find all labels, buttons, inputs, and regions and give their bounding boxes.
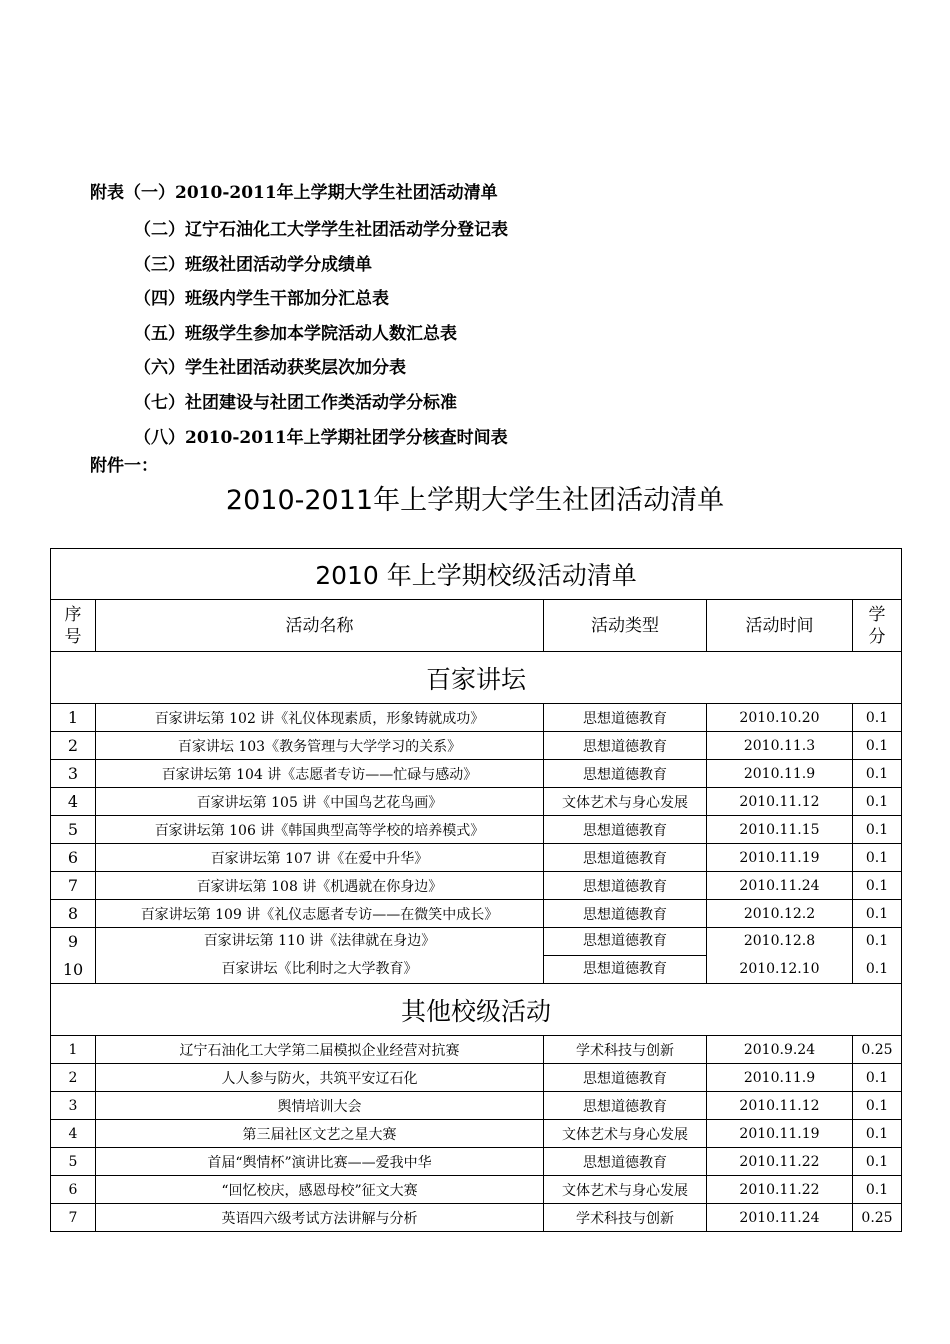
toc-item: （三）班级社团活动学分成绩单 [134, 255, 372, 275]
cell-credit: 0.1 [853, 1176, 902, 1204]
toc-item: 附表（一）2010-2011年上学期大学生社团活动清单 [90, 183, 498, 203]
cell-time: 2010.11.9 [707, 1064, 853, 1092]
cell-no: 1 [51, 704, 96, 732]
cell-type: 思想道德教育 [544, 872, 707, 900]
cell-no: 6 [51, 1176, 96, 1204]
cell-time: 2010.12.8 2010.12.10 [707, 928, 853, 984]
cell-type: 思想道德教育 思想道德教育 [544, 928, 707, 984]
cell-credit: 0.1 [853, 816, 902, 844]
cell-name: 百家讲坛第 102 讲《礼仪体现素质，形象铸就成功》 [96, 704, 544, 732]
header-no: 序号 [51, 600, 96, 652]
cell-name: 百家讲坛第 109 讲《礼仪志愿者专访——在微笑中成长》 [96, 900, 544, 928]
toc-item: （四）班级内学生干部加分汇总表 [134, 289, 389, 309]
cell-time: 2010.11.19 [707, 844, 853, 872]
cell-name: 舆情培训大会 [96, 1092, 544, 1120]
cell-time: 2010.11.15 [707, 816, 853, 844]
cell-credit: 0.1 [853, 704, 902, 732]
cell-no: 4 [51, 1120, 96, 1148]
table-row [51, 1064, 902, 1092]
cell-credit: 0.1 [853, 900, 902, 928]
cell-type: 思想道德教育 [544, 816, 707, 844]
toc-item: （六）学生社团活动获奖层次加分表 [134, 358, 406, 378]
cell-credit: 0.25 [853, 1036, 902, 1064]
cell-type: 思想道德教育 [544, 1148, 707, 1176]
table-row [51, 1204, 902, 1232]
cell-credit: 0.1 0.1 [853, 928, 902, 984]
cell-time: 2010.11.12 [707, 788, 853, 816]
table-row [51, 900, 902, 928]
cell-type: 文体艺术与身心发展 [544, 1120, 707, 1148]
cell-no: 7 [51, 872, 96, 900]
cell-type: 文体艺术与身心发展 [544, 1176, 707, 1204]
table-row [51, 1120, 902, 1148]
cell-credit: 0.1 [853, 788, 902, 816]
cell-credit: 0.1 [853, 1064, 902, 1092]
cell-no: 1 [51, 1036, 96, 1064]
header-credit: 学分 [853, 600, 902, 652]
cell-credit: 0.1 [853, 1092, 902, 1120]
cell-no: 5 [51, 816, 96, 844]
table-header-row [51, 600, 902, 652]
table-row [51, 732, 902, 760]
cell-credit: 0.25 [853, 1204, 902, 1232]
cell-name: 百家讲坛 103《教务管理与大学学习的关系》 [96, 732, 544, 760]
table-row [51, 872, 902, 900]
table-row-merged [51, 928, 902, 984]
table-row [51, 788, 902, 816]
cell-no: 2 [51, 732, 96, 760]
cell-name: “回忆校庆，感恩母校”征文大赛 [96, 1176, 544, 1204]
appendix-label: 附件一： [90, 456, 158, 476]
cell-type: 学术科技与创新 [544, 1204, 707, 1232]
table-row [51, 816, 902, 844]
table-caption: 2010 年上学期校级活动清单 [51, 549, 902, 600]
cell-no: 8 [51, 900, 96, 928]
cell-no: 3 [51, 760, 96, 788]
table-row [51, 844, 902, 872]
cell-credit: 0.1 [853, 732, 902, 760]
cell-time: 2010.11.22 [707, 1176, 853, 1204]
cell-credit: 0.1 [853, 760, 902, 788]
cell-no: 9 10 [51, 928, 96, 984]
cell-type: 思想道德教育 [544, 760, 707, 788]
cell-time: 2010.11.3 [707, 732, 853, 760]
section-title: 百家讲坛 [51, 652, 902, 704]
cell-name: 第三届社区文艺之星大赛 [96, 1120, 544, 1148]
cell-no: 7 [51, 1204, 96, 1232]
cell-name: 人人参与防火，共筑平安辽石化 [96, 1064, 544, 1092]
cell-type: 思想道德教育 [544, 704, 707, 732]
cell-time: 2010.12.2 [707, 900, 853, 928]
cell-name: 百家讲坛第 107 讲《在爱中升华》 [96, 844, 544, 872]
cell-name: 百家讲坛第 106 讲《韩国典型高等学校的培养模式》 [96, 816, 544, 844]
table-row [51, 704, 902, 732]
cell-type: 思想道德教育 [544, 1092, 707, 1120]
cell-name: 辽宁石油化工大学第二届模拟企业经营对抗赛 [96, 1036, 544, 1064]
toc-item: （二）辽宁石油化工大学学生社团活动学分登记表 [134, 220, 508, 240]
cell-name: 百家讲坛第 108 讲《机遇就在你身边》 [96, 872, 544, 900]
cell-time: 2010.11.9 [707, 760, 853, 788]
cell-time: 2010.11.19 [707, 1120, 853, 1148]
toc-item: （五）班级学生参加本学院活动人数汇总表 [134, 324, 457, 344]
toc-item: （七）社团建设与社团工作类活动学分标准 [134, 393, 457, 413]
table-row [51, 1036, 902, 1064]
header-name: 活动名称 [96, 600, 544, 652]
cell-name: 首届“舆情杯”演讲比赛——爱我中华 [96, 1148, 544, 1176]
document-title: 2010-2011年上学期大学生社团活动清单 [225, 485, 725, 516]
table-row [51, 1148, 902, 1176]
table-row [51, 760, 902, 788]
table-row [51, 1092, 902, 1120]
cell-type: 思想道德教育 [544, 1064, 707, 1092]
cell-time: 2010.9.24 [707, 1036, 853, 1064]
cell-name: 百家讲坛第 104 讲《志愿者专访——忙碌与感动》 [96, 760, 544, 788]
cell-type: 思想道德教育 [544, 844, 707, 872]
cell-no: 4 [51, 788, 96, 816]
section-title: 其他校级活动 [51, 984, 902, 1036]
cell-no: 2 [51, 1064, 96, 1092]
cell-type: 学术科技与创新 [544, 1036, 707, 1064]
cell-credit: 0.1 [853, 1148, 902, 1176]
cell-credit: 0.1 [853, 1120, 902, 1148]
cell-name: 百家讲坛第 110 讲《法律就在身边》 百家讲坛《比利时之大学教育》 [96, 928, 544, 984]
cell-no: 6 [51, 844, 96, 872]
cell-time: 2010.10.20 [707, 704, 853, 732]
cell-time: 2010.11.22 [707, 1148, 853, 1176]
cell-no: 3 [51, 1092, 96, 1120]
cell-type: 思想道德教育 [544, 732, 707, 760]
cell-credit: 0.1 [853, 872, 902, 900]
cell-time: 2010.11.12 [707, 1092, 853, 1120]
toc-item: （八）2010-2011年上学期社团学分核查时间表 [134, 428, 508, 448]
cell-credit: 0.1 [853, 844, 902, 872]
table-row [51, 1176, 902, 1204]
cell-time: 2010.11.24 [707, 1204, 853, 1232]
cell-name: 英语四六级考试方法讲解与分析 [96, 1204, 544, 1232]
header-type: 活动类型 [544, 600, 707, 652]
header-time: 活动时间 [707, 600, 853, 652]
cell-type: 思想道德教育 [544, 900, 707, 928]
cell-name: 百家讲坛第 105 讲《中国鸟艺花鸟画》 [96, 788, 544, 816]
cell-no: 5 [51, 1148, 96, 1176]
cell-type: 文体艺术与身心发展 [544, 788, 707, 816]
cell-time: 2010.11.24 [707, 872, 853, 900]
activity-table [50, 548, 902, 1232]
